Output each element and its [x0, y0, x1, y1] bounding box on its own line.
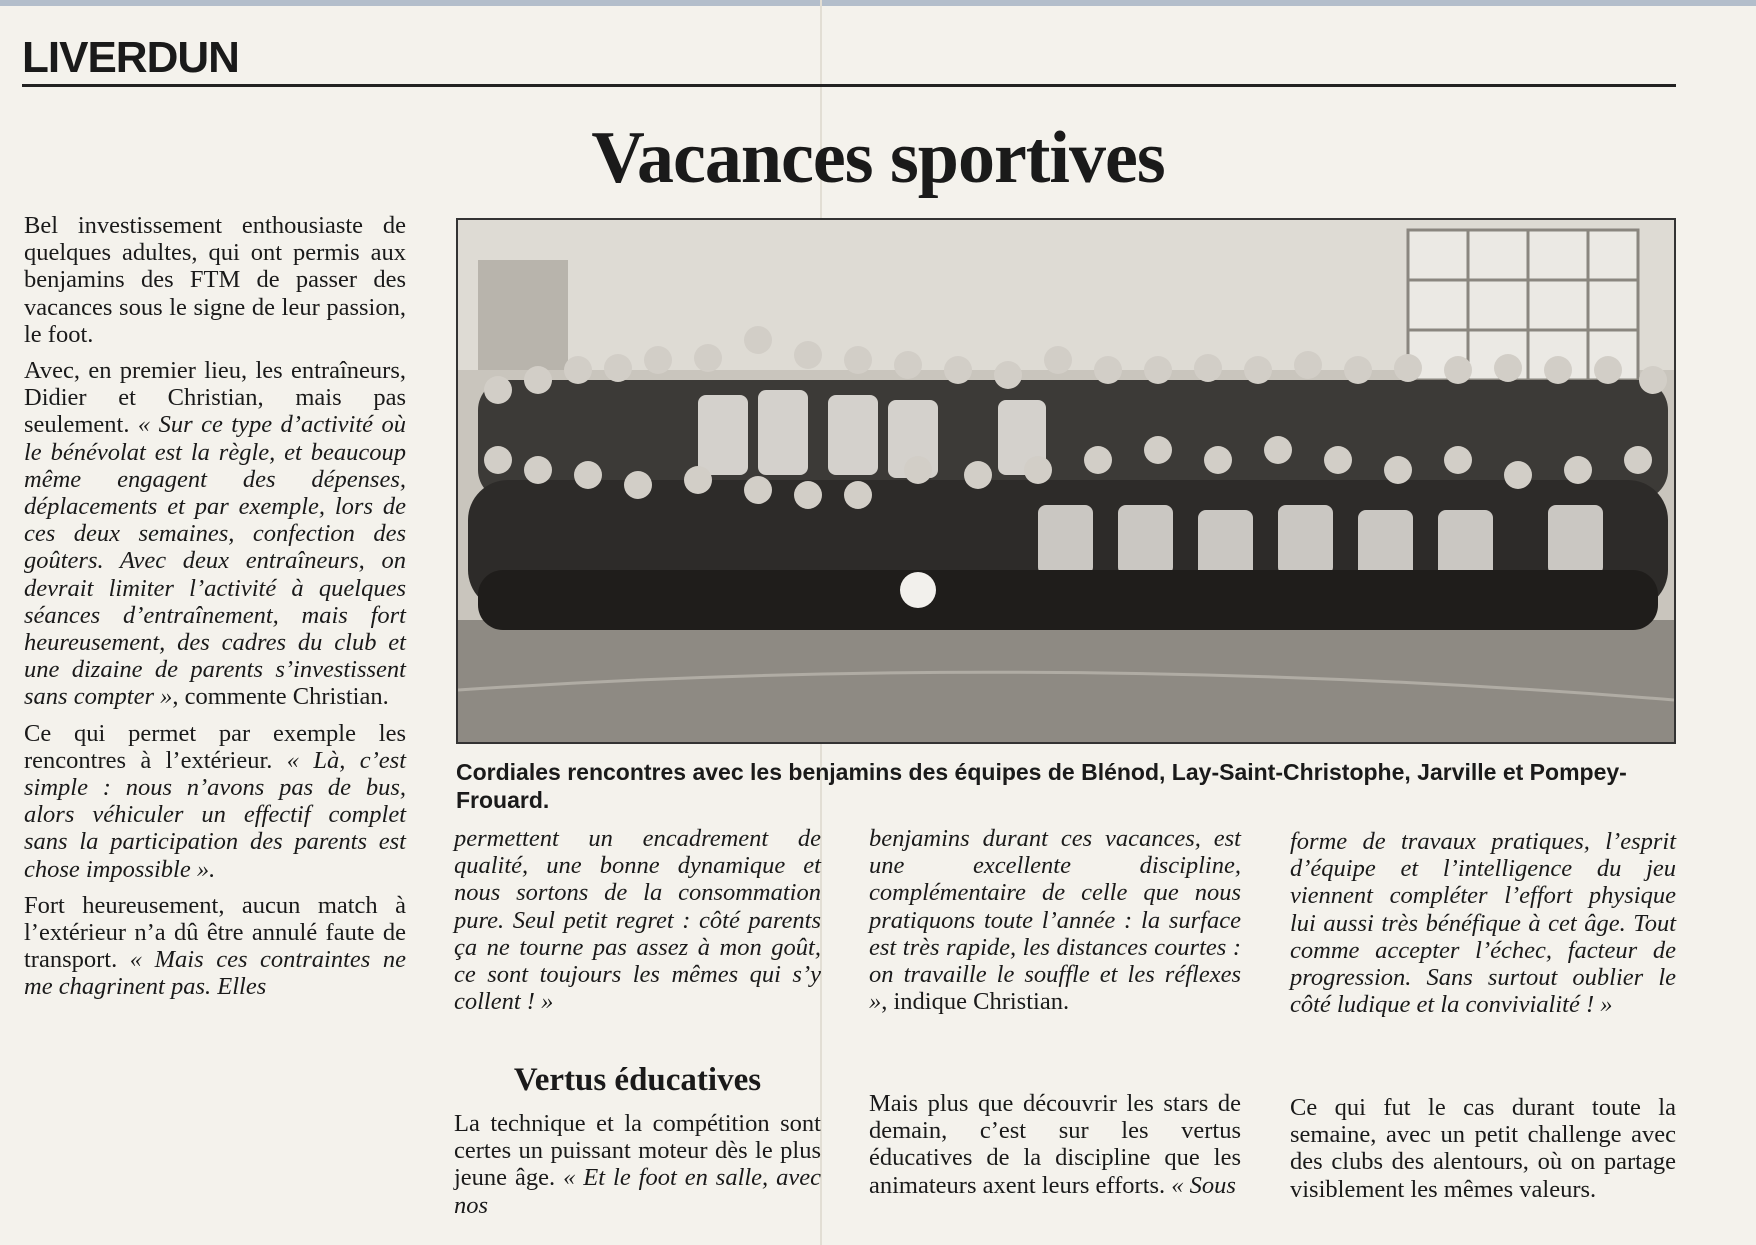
paragraph: Bel investissement enthousiaste de quelques adultes, qui ont permis aux benjamins des FTM de passer des vacances sous le signe de leur passion, le foot.	[24, 212, 406, 348]
quote: « Mais ces contraintes ne me chagrinent pas. Elles	[24, 946, 406, 1001]
paragraph-text: La technique et la compétition sont certes un puissant moteur dès le plus jeune âge.	[454, 1110, 821, 1192]
article-column-3	[869, 825, 1241, 1024]
quote: « Et le foot en salle, avec nos	[454, 1164, 822, 1219]
article-column-2-continued	[454, 1110, 821, 1228]
article-column-4-continued	[1290, 1094, 1676, 1212]
article-column-1	[24, 212, 406, 1010]
article-headline: Vacances sportives	[591, 117, 1165, 199]
quote-text: permettent un encadrement de qualité, une bonne dynamique et nous sortons de la consommation pure. Seul petit regret : côté parents ça ne tourne pas assez à mon goût, ce sont toujours les mêmes qui s’y collent ! »	[454, 825, 821, 1016]
paragraph: Ce qui fut le cas durant toute la semaine, avec un petit challenge avec des clubs des alentours, où on partage visiblement les mêmes valeurs.	[1290, 1094, 1676, 1203]
paragraph	[454, 1110, 821, 1219]
team-photo-illustration	[458, 220, 1674, 742]
section-rule	[22, 84, 1676, 87]
article-column-2	[454, 825, 821, 1024]
article-column-4	[1290, 828, 1676, 1027]
team-photo	[456, 218, 1676, 744]
paragraph-text: , indique Christian.	[881, 988, 1070, 1016]
section-title: LIVERDUN	[22, 33, 239, 82]
page-edge-strip	[0, 0, 1756, 6]
article-column-3-continued	[869, 1090, 1241, 1208]
quote-text: forme de travaux pratiques, l’esprit d’équipe et l’intelligence du jeu viennent compléter l’effort physique lui aussi très bénéfique à cet âge. Tout comme accepter l’échec, facteur de progression. Sans surtout oublier le côté ludique et la convivialité ! »	[1290, 828, 1676, 1019]
paragraph	[24, 720, 406, 883]
quote	[1290, 828, 1676, 1018]
quote: « Sous	[1171, 1171, 1236, 1199]
quote: « Sur ce type d’activité où le bénévolat est la règle, et beaucoup même engagent des dépenses, déplacements et par exemple, lors de ces deux semaines, confection des goûters. Avec deux entraîneurs, on devrait limiter l’activité à quelques séances d’entraînement, mais fort heureusement, des cadres du club et une dizaine de parents s’investissent sans compter »	[24, 411, 406, 711]
photo-caption: Cordiales rencontres avec les benjamins des équipes de Blénod, Lay-Saint-Christophe, Jarville et Pompey-Frouard.	[456, 759, 1627, 813]
quote	[454, 825, 821, 1015]
paragraph	[869, 825, 1241, 1015]
subheading: Vertus éducatives	[513, 1062, 762, 1098]
paragraph-text: Ce qui permet par exemple les rencontres à l’extérieur.	[24, 719, 406, 774]
paragraph	[24, 357, 406, 711]
paragraph-text: Avec, en premier lieu, les entraîneurs, Didier et Christian, mais pas seulement.	[24, 357, 406, 439]
paragraph	[24, 892, 406, 1001]
quote: « Là, c’est simple : nous n’avons pas de bus, alors véhiculer un effectif complet sans la participation des parents est chose impossible ».	[24, 746, 406, 883]
paragraph	[869, 1090, 1241, 1199]
paragraph-text: Fort heureusement, aucun match à l’extérieur n’a dû être annulé faute de transport.	[24, 891, 406, 974]
quote: benjamins durant ces vacances, est une excellente discipline, complémentaire de celle que nous pratiquons toute l’année : la surface est très rapide, les distances courtes : on travaille le souffle et les réflexes »	[869, 825, 1241, 1016]
paragraph-text: , commente Christian.	[172, 683, 389, 711]
paragraph-text: Mais plus que découvrir les stars de demain, c’est sur les vertus éducatives de la discipline que les animateurs axent leurs efforts.	[869, 1090, 1241, 1199]
